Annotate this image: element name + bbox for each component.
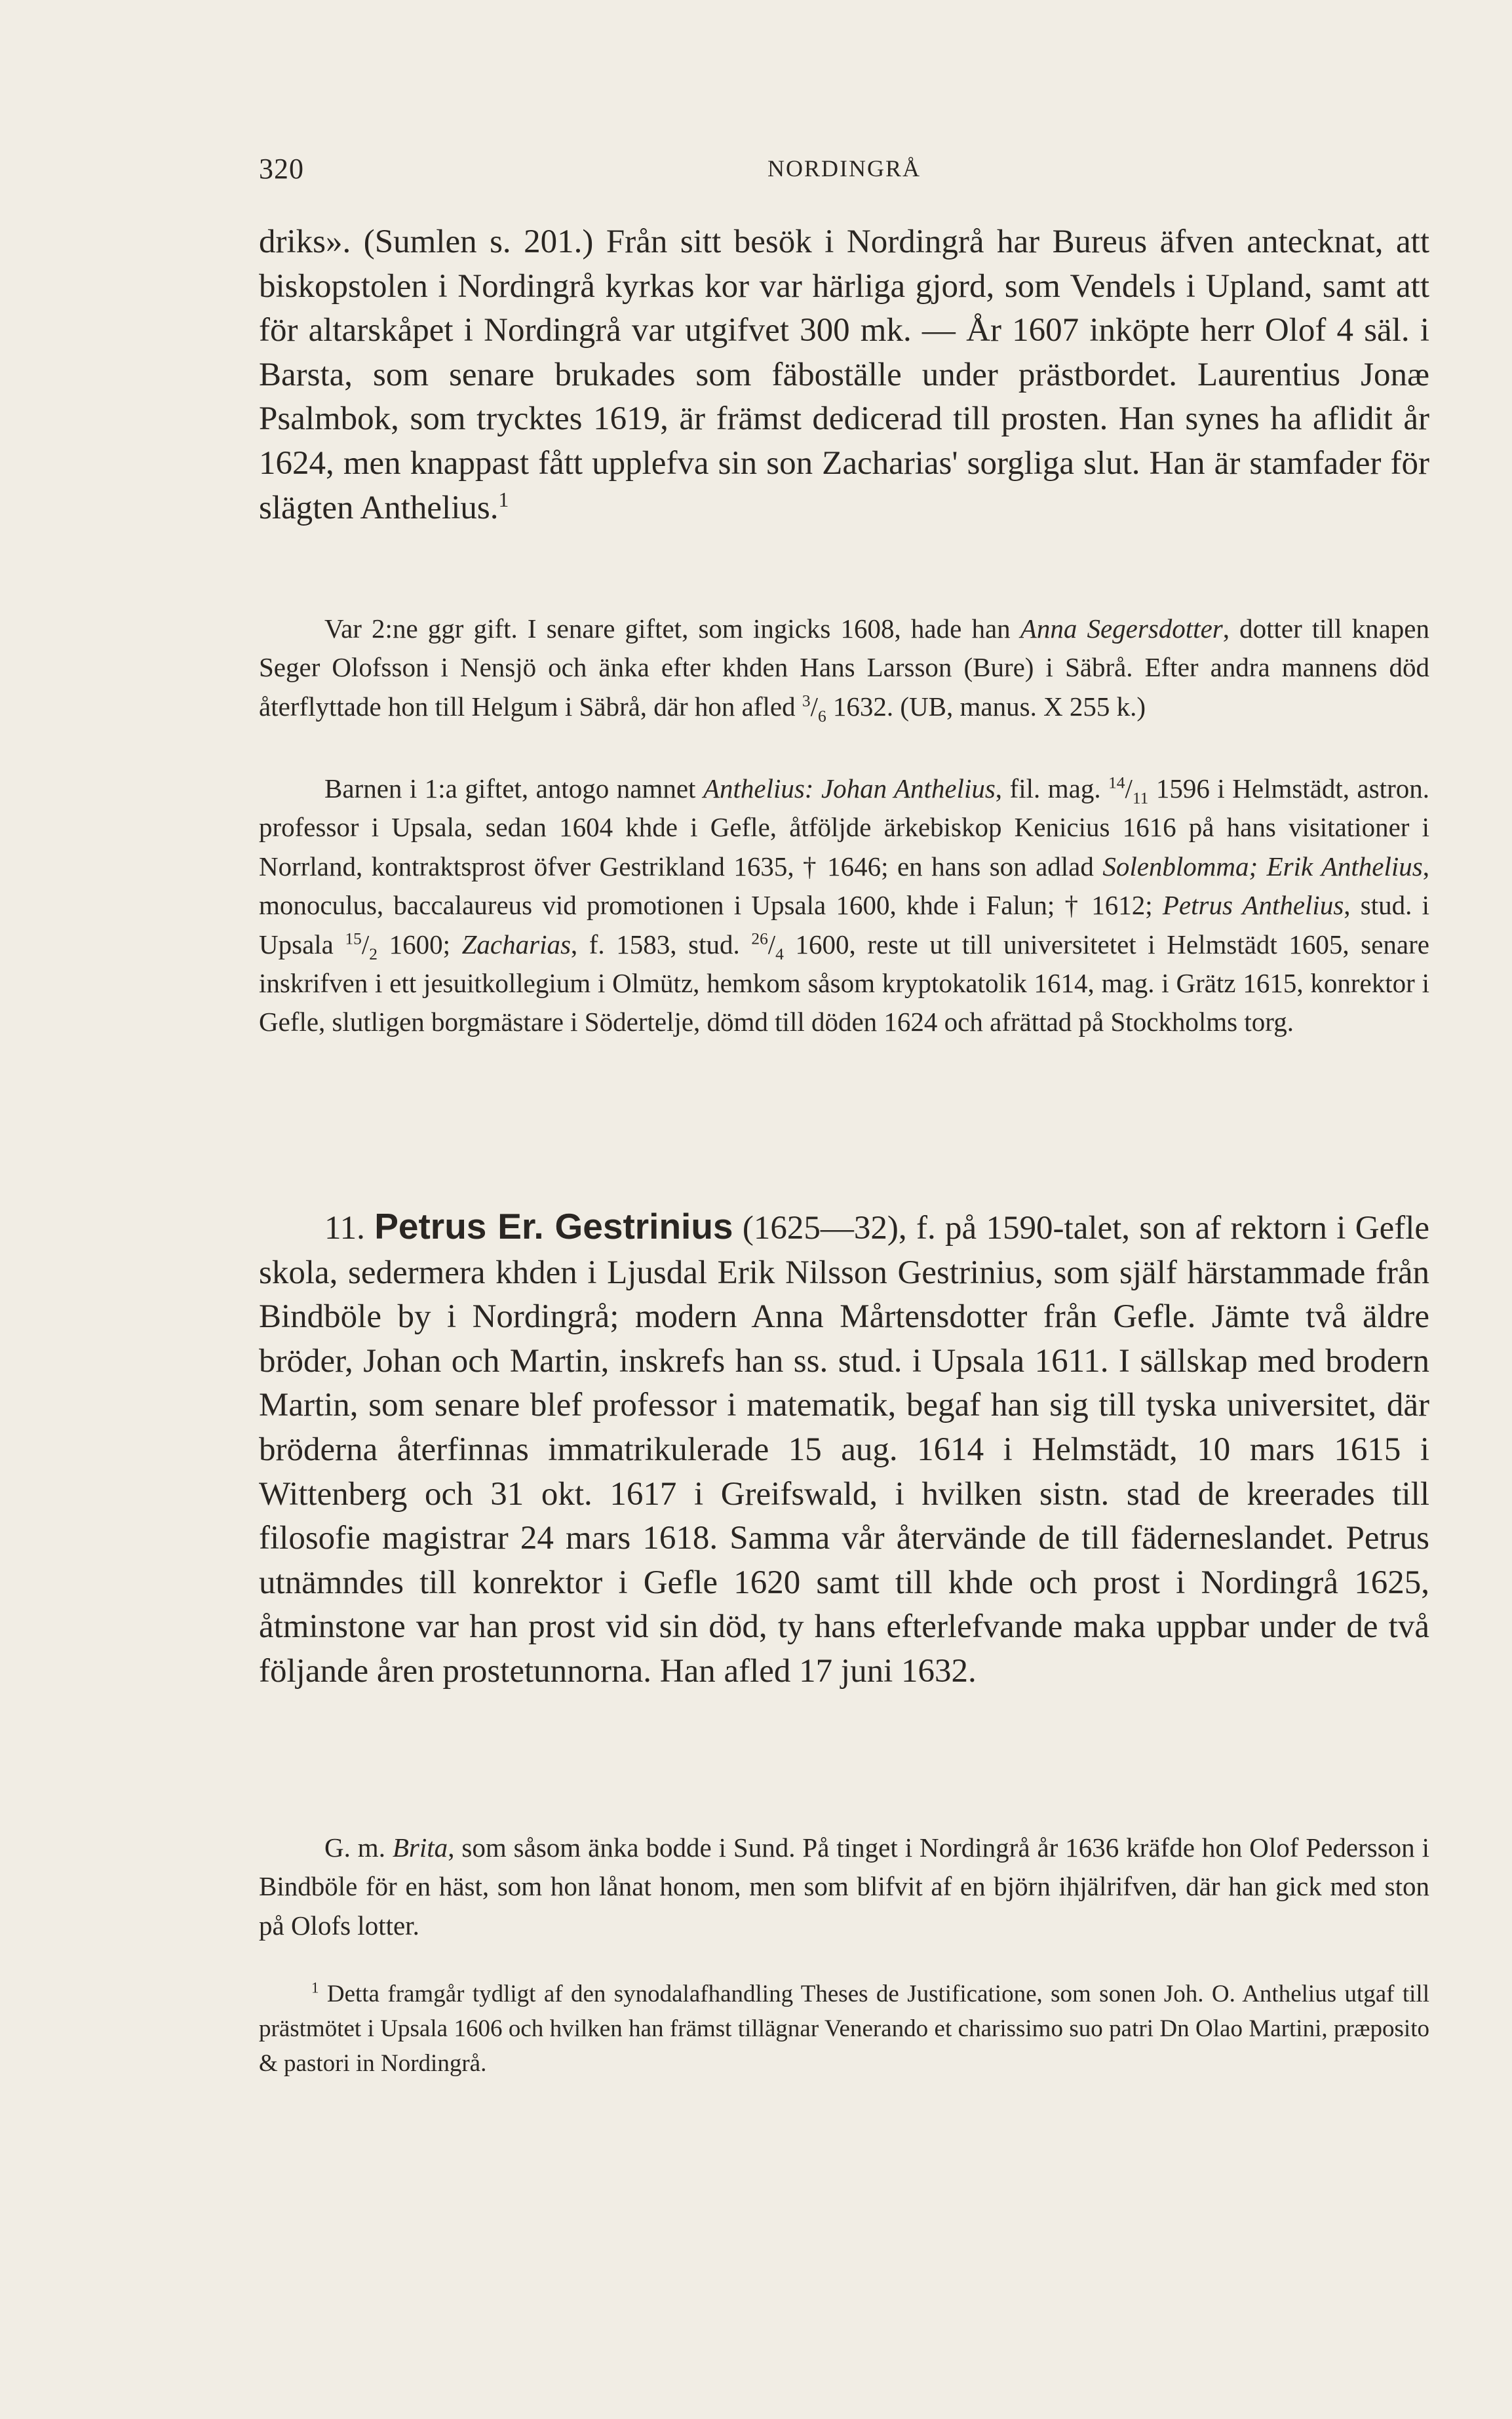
section-text: (1625—32), f. på 1590-talet, son af rektorn i Gefle skola, sedermera khden i Ljusdal Erik Nilsson Gestrinius, som själf härstammade från Bindböle by i Nordingrå; modern Anna Mårtensdotter från Gefle. Jämte två äldre bröder, Johan och Martin, inskrefs han ss. stud. i Upsala 1611. I sällskap med brodern Martin, som senare blef professor i matematik, begaf han sig till tyska universitet, där bröderna återfinnas immatrikulerade 15 aug. 1614 i Helmstädt, 10 mars 1615 i Wittenberg och 31 okt. 1617 i Greifswald, i hvilken sistn. stad de kreerades till filosofie magistrar 24 mars 1618. Samma vår återvände de till fäderneslandet. Petrus utnämndes till konrektor i Gefle 1620 samt till khde och prost i Nordingrå 1625, åtminstone var han prost vid sin död, ty hans efterlefvande maka uppbar under de två följande åren prostetunnorna. Han afled 17 juni 1632.: [259, 1210, 1430, 1690]
note-text: Var 2:ne ggr gift. I senare giftet, som ingicks 1608, hade han: [324, 613, 1020, 644]
note-italic-name: Solenblomma; Erik Anthelius: [1102, 851, 1423, 881]
note-text: 1596 i Helmstädt, astron. professor i Upsala, sedan 1604 khde i Gefle, åtföljde ärkebiskop Kenicius 1616 på hans visitationer i Norrland, kontraktsprost öfver Gestrikland 1635, † 1646; en hans son adlad: [259, 773, 1429, 881]
paragraph-text: driks». (Sumlen s. 201.) Från sitt besök i Nordingrå har Bureus äfven antecknat, att biskopstolen i Nordingrå kyrkas kor var härliga gjord, som Vendels i Upland, samt att för altarskåpet i Nordingrå var utgifvet 300 mk. — År 1607 inköpte herr Olof 4 säl. i Barsta, som senare brukades som fäboställe under prästbordet. Laurentius Jonæ Psalmbok, som trycktes 1619, är främst dedicerad till prosten. Han synes ha aflidit år 1624, men knappast fått upplefva sin son Zacharias' sorgliga slut. Han är stamfader för slägten Anthelius.: [259, 223, 1429, 526]
note-text: , stud. i Upsala: [259, 890, 1429, 959]
page-header: [259, 152, 1429, 191]
note-text: Barnen i 1:a giftet, antogo namnet: [324, 773, 703, 803]
date-fraction: $^{26}/_4$: [751, 929, 784, 963]
note-marriage: [259, 610, 1429, 726]
entry-heading-name: Petrus Er. Gestrinius: [374, 1206, 733, 1247]
note-text: 1600, reste ut till universitetet i Helmstädt 1605, senare inskrifven i ett jesuitkollegium i Olmütz, hemkom såsom kryptokatolik 1614, mag. i Grätz 1615, konrektor i Gefle, slutligen borgmästare i Södertelje, dömd till döden 1624 och afrättad på Stockholms torg.: [259, 929, 1429, 1037]
note-wife: [259, 1829, 1429, 1945]
footnote: [259, 1977, 1429, 2081]
note-text: G. m.: [324, 1832, 393, 1863]
date-fraction: $^{14}/_{11}$: [1108, 773, 1149, 808]
note-text: , fil. mag.: [995, 773, 1109, 803]
footnote-text: Detta framgår tydligt af den synodalafhandling Theses de Justificatione, som sonen Joh. O. Anthelius utgaf till prästmötet i Upsala 1606 och hvilken han främst tillägnar Venerando et charissimo suo patri Dn Olao Martini, præposito & pastori in Nordingrå.: [259, 1981, 1429, 2077]
note-text: , monoculus, baccalaureus vid promotionen i Upsala 1600, khde i Falun; † 1612;: [259, 851, 1429, 921]
note-text: 1600;: [377, 929, 462, 959]
note-children: [259, 769, 1429, 1042]
footnote-ref: 1: [498, 488, 509, 511]
section-number: 11.: [324, 1210, 365, 1247]
page-number: 320: [259, 153, 304, 185]
note-italic-name: Brita: [392, 1832, 448, 1863]
date-fraction: $^{15}/_2$: [345, 929, 378, 963]
running-title: NORDINGRÅ: [767, 155, 921, 182]
date-fraction: $^3/_6$: [802, 691, 826, 726]
note-italic-name: Anna Segersdotter: [1020, 613, 1223, 644]
note-italic-name: Anthelius: Johan Anthelius: [703, 773, 996, 803]
note-text: , dotter till knapen Seger Olofsson i Nensjö och änka efter khden Hans Larsson (Bure) i Säbrå. Efter andra mannens död återflyttade hon till Helgum i Säbrå, där hon afled: [259, 613, 1429, 722]
note-text: 1632. (UB, manus. X 255 k.): [826, 691, 1146, 722]
note-text: , f. 1583, stud.: [570, 929, 752, 959]
footnote-mark: 1: [311, 1979, 319, 1996]
paragraph-continuation: [259, 220, 1429, 530]
note-italic-name: Zacharias: [461, 929, 571, 959]
note-text: , som såsom änka bodde i Sund. På tinget i Nordingrå år 1636 kräfde hon Olof Pedersson i Bindböle för en häst, som hon lånat honom, men som blifvit af en björn ihjälrifven, där han gick med ston på Olofs lotter.: [259, 1832, 1429, 1941]
section-11-petrus-gestrinius: [259, 1205, 1429, 1694]
note-italic-name: Petrus Anthelius: [1162, 890, 1344, 921]
